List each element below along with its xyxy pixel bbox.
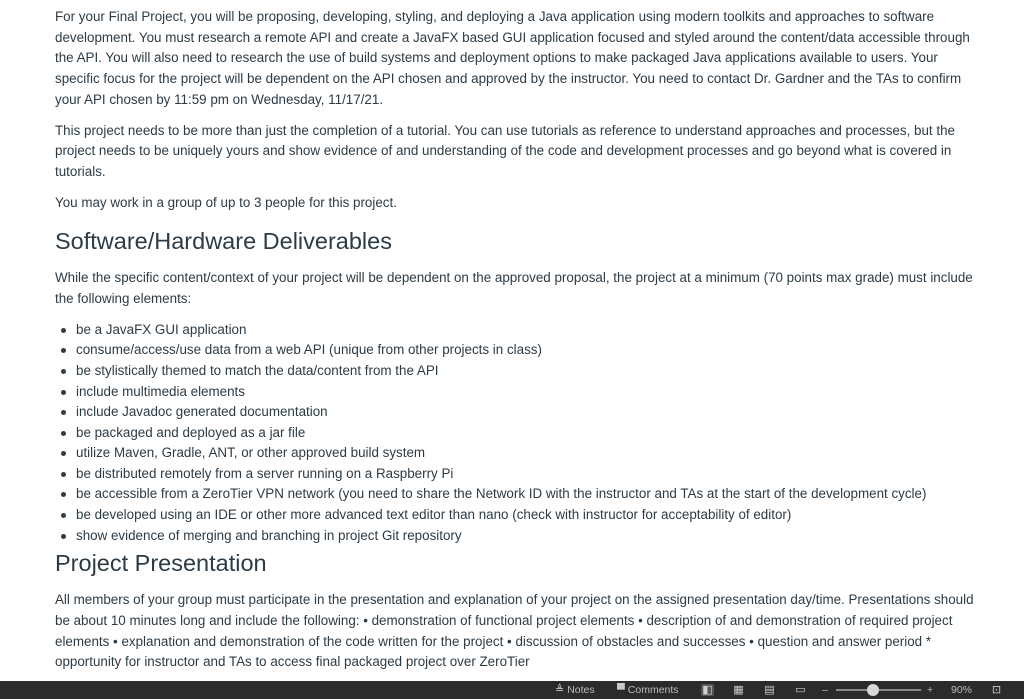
list-item-text: include multimedia elements [76, 383, 245, 399]
section-heading-presentation: Project Presentation [55, 550, 267, 577]
normal-view-icon: ◧ [702, 684, 713, 696]
bullet-icon [61, 492, 66, 497]
list-item-text: consume/access/use data from a web API (unique from other projects in class) [76, 342, 542, 358]
bullet-icon [61, 328, 66, 333]
bullet-icon [61, 369, 66, 374]
comments-label: Comments [627, 684, 679, 696]
bullet-icon [61, 410, 66, 415]
list-item-text: be a JavaFX GUI application [76, 321, 247, 337]
slideshow-icon: ▭ [795, 684, 806, 696]
notes-label: Notes [567, 684, 595, 696]
zoom-level-text: 90% [951, 684, 973, 696]
list-item [55, 402, 980, 423]
bullet-icon [61, 534, 66, 539]
status-bar [0, 681, 1024, 699]
fit-to-window-button[interactable] [990, 684, 1003, 696]
list-item-text: be distributed remotely from a server running on a Raspberry Pi [76, 465, 454, 481]
list-item-text: utilize Maven, Gradle, ANT, or other approved build system [76, 445, 426, 461]
zoom-out-label: – [822, 684, 828, 696]
reading-view-icon: ▤ [764, 684, 775, 696]
slide-sorter-button[interactable] [732, 684, 745, 696]
list-item-text: be packaged and deployed as a jar file [76, 424, 306, 440]
intro-paragraph: You may work in a group of up to 3 people for this project. [55, 194, 397, 210]
normal-view-button[interactable] [701, 684, 714, 696]
notes-button[interactable] [555, 681, 595, 699]
zoom-level[interactable] [951, 681, 972, 699]
list-item [55, 361, 980, 382]
list-item [55, 320, 980, 341]
list-item-text: show evidence of merging and branching in project Git repository [76, 527, 462, 543]
list-item [55, 526, 980, 547]
list-item [55, 382, 980, 403]
list-item-text: be accessible from a ZeroTier VPN network (you need to share the Network ID with the instructor and TAs at the start of the development cycle) [76, 486, 927, 502]
slideshow-button[interactable] [794, 684, 807, 696]
reading-view-button[interactable] [763, 684, 776, 696]
document-body [55, 7, 980, 683]
list-item-text: be developed using an IDE or other more advanced text editor than nano (check with instructor for acceptability of editor) [76, 507, 792, 523]
bullet-icon [61, 431, 66, 436]
list-item [55, 340, 980, 361]
list-item-text: include Javadoc generated documentation [76, 404, 328, 420]
list-item-text: be stylistically themed to match the data/content from the API [76, 362, 439, 378]
bullet-icon [61, 513, 66, 518]
zoom-in-button[interactable] [927, 681, 933, 699]
comment-icon: ▀ [617, 684, 625, 696]
bullet-icon [61, 348, 66, 353]
intro-paragraph: For your Final Project, you will be proposing, developing, styling, and deploying a Java application using modern toolkits and approaches to software development. You must research a remote API and create a JavaFX based GUI application focused and styled around the content/data accessible through the API. You will also need to research the use of build systems and deployment options to make packaged Java applications available to users. Your specific focus for the project will be dependent on the API chosen and approved by the instructor. You need to contact Dr. Gardner and the TAs to confirm your API chosen by 11:59 pm on Wednesday, 11/17/21. [55, 9, 970, 107]
list-item [55, 423, 980, 444]
intro-paragraph: This project needs to be more than just the completion of a tutorial. You can use tutorials as reference to understand approaches and processes, but the project needs to be uniquely yours and show evidence of and understanding of the code and development processes and go beyond what is covered in tutorials. [55, 122, 955, 179]
notes-icon: ≜ [555, 684, 565, 696]
list-item [55, 443, 980, 464]
slide-sorter-icon: ▦ [733, 684, 744, 696]
deliverables-intro: While the specific content/context of your project will be dependent on the approved proposal, the project at a minimum (70 points max grade) must include the following elements: [55, 270, 973, 307]
zoom-out-button[interactable] [822, 681, 828, 699]
bullet-icon [61, 472, 66, 477]
zoom-in-label: + [927, 684, 934, 696]
list-item [55, 464, 980, 485]
fit-to-window-icon: ⊡ [991, 684, 1002, 696]
zoom-slider-thumb[interactable] [867, 684, 879, 696]
list-item [55, 484, 980, 505]
bullet-icon [61, 451, 66, 456]
comments-button[interactable] [617, 681, 679, 699]
bullet-icon [61, 390, 66, 395]
list-item [55, 505, 980, 526]
section-heading-deliverables: Software/Hardware Deliverables [55, 228, 392, 255]
deliverables-list [55, 320, 980, 547]
presentation-paragraph: All members of your group must participate in the presentation and explanation of your project on the assigned presentation day/time. Presentations should be about 10 minutes long and include the following: • demonstration of functional project elements • description of and demonstration of required project elements • explanation and demonstration of the code written for the project • discussion of obstacles and successes • question and answer period * opportunity for instructor and TAs to access final packaged project over ZeroTier [55, 592, 974, 670]
